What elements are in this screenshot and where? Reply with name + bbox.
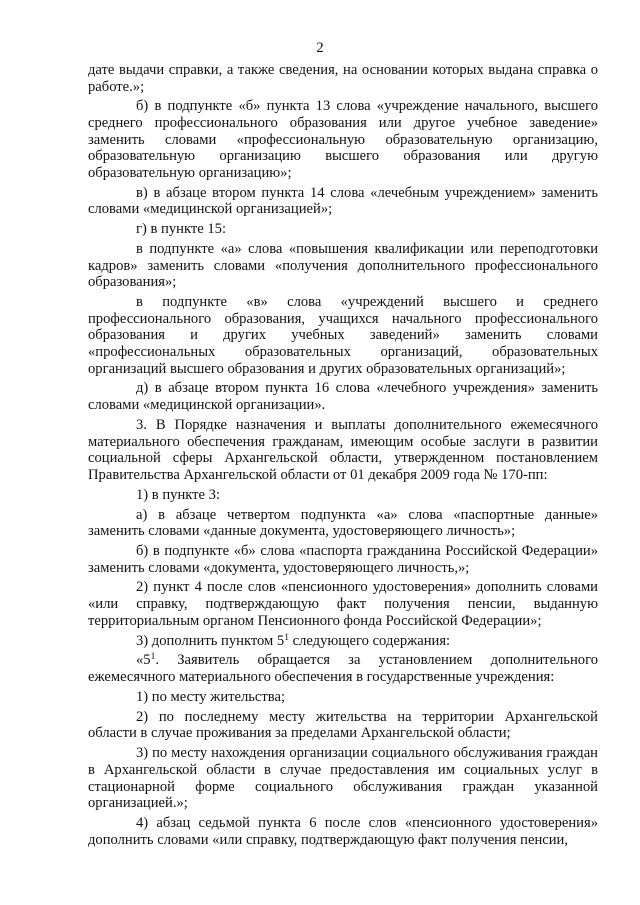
paragraph-7: д) в абзаце втором пункта 16 слова «лечебного учреждения» заменить словами «медицинской организации». xyxy=(88,380,598,414)
paragraph-14-text-after: . Заявитель обращается за установлением дополнительного ежемесячного материального обеспечения в государственные учреждения: xyxy=(88,652,598,686)
paragraph-4: г) в пункте 15: xyxy=(136,221,226,238)
paragraph-16: 2) по последнему месту жительства на территории Архангельской области в случае проживания за пределами Архангельской области; xyxy=(88,708,598,742)
paragraph-12: 2) пункт 4 после слов «пенсионного удостоверения» дополнить словами «или справку, подтверждающую факт получения пенсии, выданную территориальным органом Пенсионного фонда Российской Федерации»; xyxy=(88,579,598,629)
paragraph-13-text-before: 3) дополнить пунктом 5 xyxy=(136,632,285,649)
paragraph-8: 3. В Порядке назначения и выплаты дополнительного ежемесячного материального обеспечения гражданам, имеющим особые заслуги в развитии социальной сферы Архангельской области, утвержденном постановлением Правительства Архангельской области от 01 декабря 2009 года № 170-пп: xyxy=(88,416,598,483)
paragraph-14 xyxy=(88,652,598,685)
paragraph-1: дате выдачи справки, а также сведения, на основании которых выдана справка о работе.»; xyxy=(88,62,598,95)
page-number: 2 xyxy=(316,40,324,56)
paragraph-13-text-after: следующего содержания: xyxy=(288,632,451,649)
superscript-index: 1 xyxy=(150,652,156,663)
paragraph-10: а) в абзаце четвертом подпункта «а» слова «паспортные данные» заменить словами «данные документа, удостоверяющего личность»; xyxy=(88,506,598,540)
paragraph-5: в подпункте «а» слова «повышения квалификации или переподготовки кадров» заменить словами «получения дополнительного профессионального образования»; xyxy=(88,241,598,291)
paragraph-15: 1) по месту жительства; xyxy=(136,688,286,705)
superscript-index: 1 xyxy=(284,632,289,643)
paragraph-2: б) в подпункте «б» пункта 13 слова «учреждение начального, высшего среднего профессионального образования или другое учебное заведение» заменить словами «профессиональную образовательную организацию, образовательную организацию высшего образования или другую образовательную организацию»; xyxy=(88,98,598,181)
paragraph-17: 3) по месту нахождения организации социального обслуживания граждан в Архангельской области в случае предоставления им социальных услуг в стационарной форме социального обслуживания граждан указанной организацией.»; xyxy=(88,745,598,812)
paragraph-11: б) в подпункте «б» слова «паспорта гражданина Российской Федерации» заменить словами «документа, удостоверяющего личность,»; xyxy=(88,543,598,576)
paragraph-6: в подпункте «в» слова «учреждений высшего и среднего профессионального образования, учащихся начального профессионального образования и других учебных заведений» заменить словами «профессиональных образовательных организаций, образовательных организаций высшего образования и других образовательных организаций»; xyxy=(88,294,598,377)
paragraph-3: в) в абзаце втором пункта 14 слова «лечебным учреждением» заменить словами «медицинской организацией»; xyxy=(88,184,598,218)
paragraph-14-text-before: «5 xyxy=(136,652,151,669)
document-body xyxy=(88,62,598,848)
paragraph-13 xyxy=(88,633,598,650)
paragraph-9: 1) в пункте 3: xyxy=(136,486,221,503)
paragraph-18: 4) абзац седьмой пункта 6 после слов «пенсионного удостоверения» дополнить словами «или справку, подтверждающую факт получения пенсии, xyxy=(88,814,598,848)
